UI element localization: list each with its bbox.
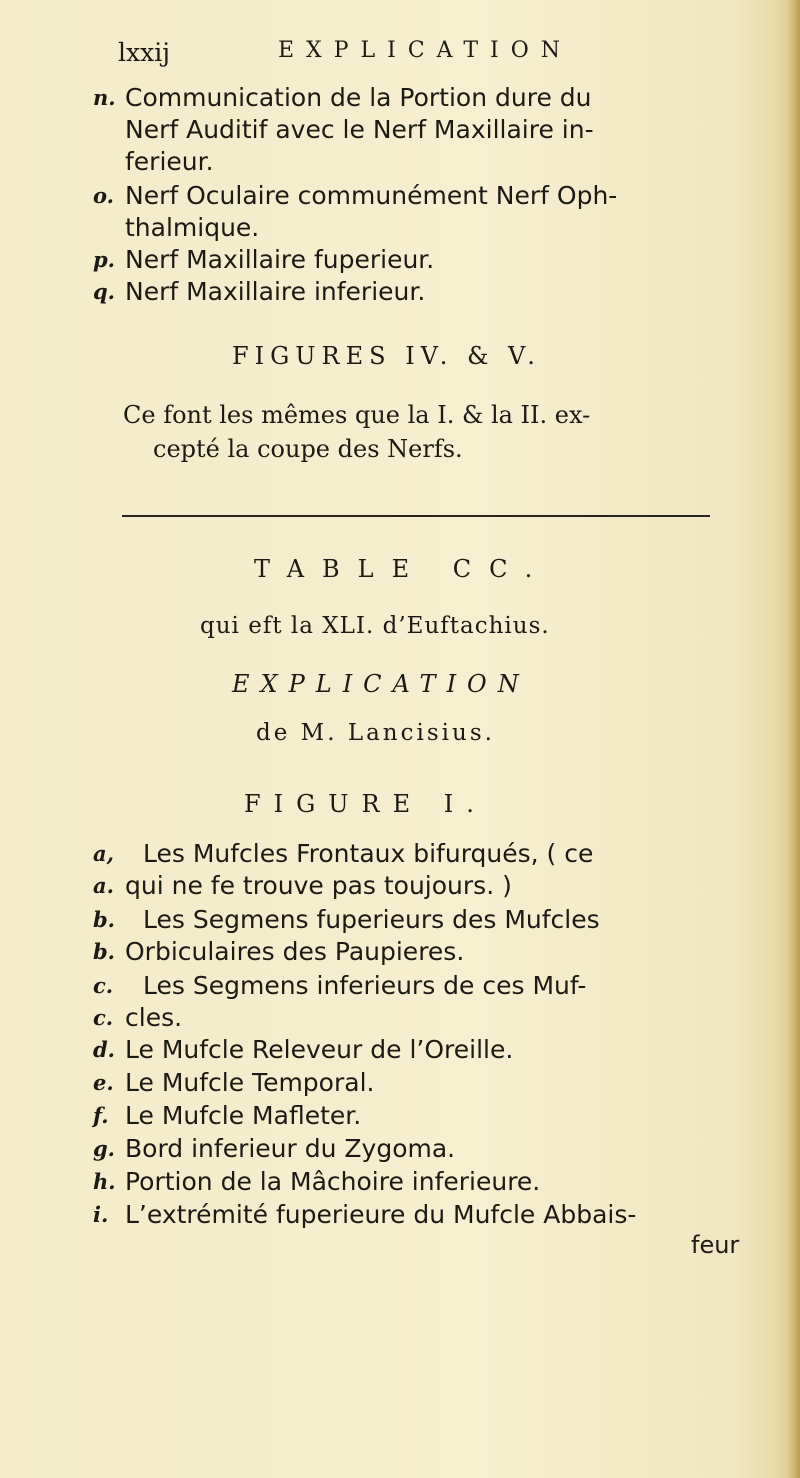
entry-line: ferieur. [125,147,214,176]
running-head-title: EXPLICATION [278,38,572,63]
entry-label: h. [93,1169,116,1194]
entry-line: Nerf Maxillaire inferieur. [125,277,426,306]
entry-line: cles. [125,1003,183,1032]
entry-label: c. c. [93,973,114,1030]
entry-label: p. [93,247,115,272]
figures-text-line: Ce font les mêmes que la I. & la II. ex- [123,401,591,429]
entry-e [93,1067,753,1099]
entry-line: Orbiculaires des Paupieres. [125,937,465,966]
entry-line: Les Segmens inferieurs de ces Muf- [143,971,587,1000]
entry-line: Le Mufcle Temporal. [125,1068,375,1097]
entry-line: Portion de la Mâchoire inferieure. [125,1167,541,1196]
table-subtitle: qui eft la XLI. d’Euftachius. [200,613,550,639]
page-number: lxxij [118,38,170,67]
running-head [118,38,678,74]
entry-a [93,838,753,902]
entry-line: Les Segmens fuperieurs des Mufcles [143,905,600,934]
entry-line: Nerf Oculaire communément Nerf Oph- [125,181,618,210]
entry-line: Communication de la Portion dure du [125,83,592,112]
entry-n [93,82,753,178]
entry-label: e. [93,1070,114,1095]
entry-label: b. b. [93,907,115,964]
entry-o [93,180,753,244]
entry-line: Le Mufcle Mafleter. [125,1101,362,1130]
entry-line: Nerf Maxillaire fuperieur. [125,245,435,274]
entry-label: n. [93,85,116,110]
entry-label: f. [93,1103,109,1128]
figure-heading: FIGURE I. [244,790,487,818]
author-line: de M. Lancisius. [256,720,495,746]
page-edge [786,0,800,1478]
entry-label: q. [93,279,115,304]
table-heading: TABLE CC. [254,555,551,583]
entry-line: thalmique. [125,213,260,242]
entry-p [93,244,753,276]
figures-text-line: cepté la coupe des Nerfs. [153,435,463,463]
entry-h [93,1166,753,1198]
entry-line: Nerf Auditif avec le Nerf Maxillaire in- [125,115,594,144]
entry-label: i. [93,1202,109,1227]
entry-label: a, a. [93,841,114,898]
entry-b [93,904,753,968]
entry-q [93,276,753,308]
entry-f [93,1100,753,1132]
entry-label: d. [93,1037,115,1062]
entry-line: L’extrémité fuperieure du Mufcle Abbais- [125,1200,637,1229]
figures-heading: FIGURES IV. & V. [232,342,541,370]
entry-label: g. [93,1136,115,1161]
entry-label: o. [93,183,114,208]
entry-line: Les Mufcles Frontaux bifurqués, ( ce [143,839,594,868]
entry-d [93,1034,753,1066]
entry-i [93,1199,753,1231]
entry-line: Le Mufcle Releveur de l’Oreille. [125,1035,514,1064]
entry-line: Bord inferieur du Zygoma. [125,1134,456,1163]
entry-line: qui ne fe trouve pas toujours. ) [125,871,512,900]
catchword: feur [691,1231,740,1259]
entry-g [93,1133,753,1165]
section-divider [122,515,710,517]
explication-heading: EXPLICATION [232,670,530,698]
entry-c [93,970,753,1034]
